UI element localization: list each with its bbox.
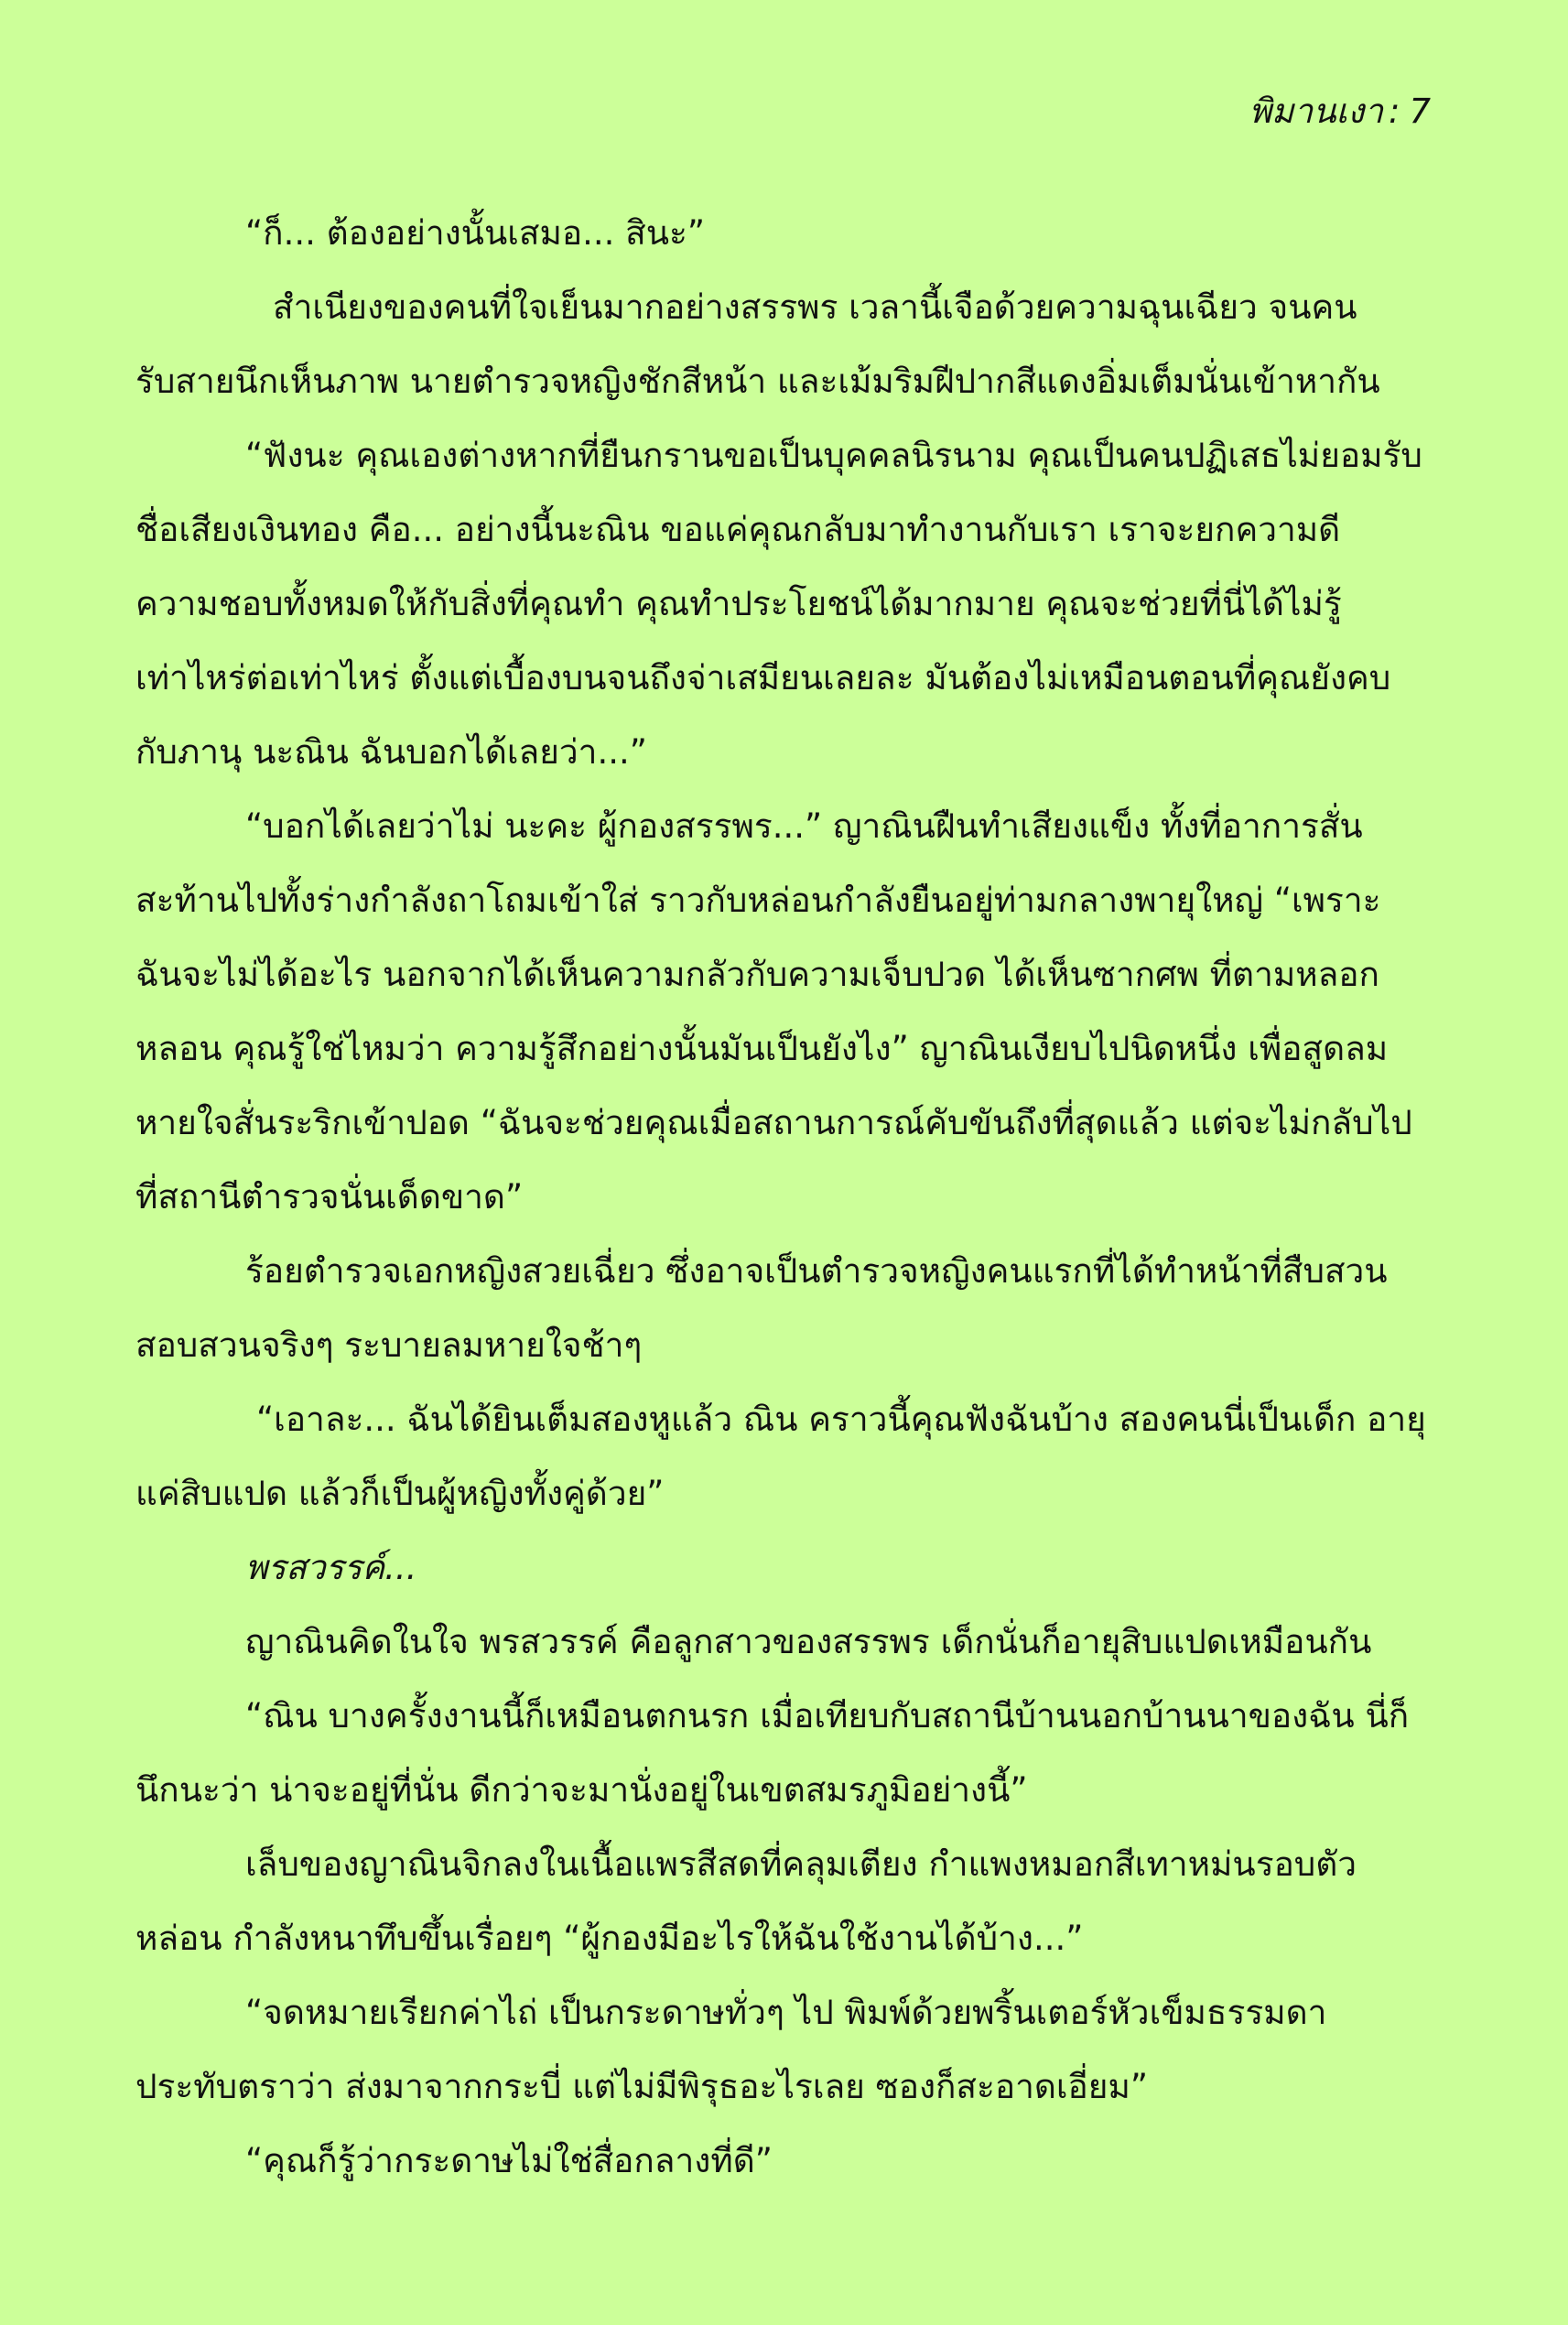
text-line: สอบสวนจริงๆ ระบายลมหายใจช้าๆ [135, 1325, 643, 1365]
text-line: “เอาละ... ฉันได้ยินเต็มสองหูแล้ว ณิน คราวนี้คุณฟังฉันบ้าง สองคนนี่เป็นเด็ก อายุ [256, 1400, 1426, 1439]
running-header [1249, 84, 1431, 139]
page-number: 7 [1409, 92, 1431, 131]
text-line: “จดหมายเรียกค่าไถ่ เป็นกระดาษทั่วๆ ไป พิมพ์ด้วยพริ้นเตอร์หัวเข็มธรรมดา [245, 1993, 1327, 2032]
text-line: ประทับตราว่า ส่งมาจากกระบี่ แต่ไม่มีพิรุธอะไรเลย ซองก็สะอาดเอี่ยม” [135, 2067, 1149, 2106]
text-line: ความชอบทั้งหมดให้กับสิ่งที่คุณทำ คุณทำประโยชน์ได้มากมาย คุณจะช่วยที่นี่ได้ไม่รู้ [135, 584, 1342, 623]
text-line: เล็บของญาณินจิกลงในเนื้อแพรสีสดที่คลุมเตียง กำแพงหมอกสีเทาหม่นรอบตัว [245, 1844, 1357, 1884]
text-line: ฉันจะไม่ได้อะไร นอกจากได้เห็นความกลัวกับความเจ็บปวด ได้เห็นซากศพ ที่ตามหลอก [135, 955, 1379, 994]
text-line: สะท้านไปทั้งร่างกำลังถาโถมเข้าใส่ ราวกับหล่อนกำลังยืนอยู่ท่ามกลางพายุใหญ่ “เพราะ [135, 881, 1381, 920]
text-line: ชื่อเสียงเงินทอง คือ... อย่างนี้นะณิน ขอแค่คุณกลับมาทำงานกับเรา เราจะยกความดี [135, 510, 1341, 549]
text-line: หายใจสั่นระริกเข้าปอด “ฉันจะช่วยคุณเมื่อสถานการณ์คับขันถึงที่สุดแล้ว แต่จะไม่กลับไป [135, 1103, 1412, 1142]
text-line: “คุณก็รู้ว่ากระดาษไม่ใช่สื่อกลางที่ดี” [245, 2141, 773, 2180]
text-line: เท่าไหร่ต่อเท่าไหร่ ตั้งแต่เบื้องบนจนถึงจ่าเสมียนเลยละ มันต้องไม่เหมือนตอนที่คุณยังคบ [135, 658, 1391, 698]
text-line: ที่สถานีตำรวจนั่นเด็ดขาด” [135, 1177, 524, 1217]
text-line: ญาณินคิดในใจ พรสวรรค์ คือลูกสาวของสรรพร เด็กนั่นก็อายุสิบแปดเหมือนกัน [245, 1622, 1372, 1661]
text-line: “ณิน บางครั้งงานนี้ก็เหมือนตกนรก เมื่อเทียบกับสถานีบ้านนอกบ้านนาของฉัน นี่ก็ [245, 1696, 1410, 1736]
text-line: ร้อยตำรวจเอกหญิงสวยเฉี่ยว ซึ่งอาจเป็นตำรวจหญิงคนแรกที่ได้ทำหน้าที่สืบสวน [245, 1251, 1388, 1291]
text-line: แค่สิบแปด แล้วก็เป็นผู้หญิงทั้งคู่ด้วย” [135, 1474, 665, 1513]
body-text [135, 196, 1444, 2198]
text-line: กับภานุ นะณิน ฉันบอกได้เลยว่า...” [135, 732, 647, 772]
text-line: “บอกได้เลยว่าไม่ นะคะ ผู้กองสรรพร...” ญาณินฝืนทำเสียงแข็ง ทั้งที่อาการสั่น [245, 806, 1363, 846]
header-separator: : [1388, 92, 1400, 131]
text-line: รับสายนึกเห็นภาพ นายตำรวจหญิงชักสีหน้า และเม้มริมฝีปากสีแดงอิ่มเต็มนั่นเข้าหากัน [135, 362, 1380, 401]
text-line: “ก็... ต้องอย่างนั้นเสมอ... สินะ” [245, 213, 706, 253]
text-line: หล่อน กำลังหนาทึบขึ้นเรื่อยๆ “ผู้กองมีอะไรให้ฉันใช้งานได้บ้าง...” [135, 1919, 1084, 1958]
text-line: หลอน คุณรู้ใช่ไหมว่า ความรู้สึกอย่างนั้นมันเป็นยังไง” ญาณินเงียบไปนิดหนึ่ง เพื่อสูดลม [135, 1029, 1389, 1068]
text-line: “ฟังนะ คุณเองต่างหากที่ยืนกรานขอเป็นบุคคลนิรนาม คุณเป็นคนปฏิเสธไม่ยอมรับ [245, 436, 1422, 475]
book-title: พิมานเงา [1249, 92, 1383, 131]
text-line: สำเนียงของคนที่ใจเย็นมากอย่างสรรพร เวลานี้เจือด้วยความฉุนเฉียว จนคน [273, 287, 1357, 327]
text-line: พรสวรรค์... [245, 1548, 417, 1587]
text-line: นึกนะว่า น่าจะอยู่ที่นั่น ดีกว่าจะมานั่งอยู่ในเขตสมรภูมิอย่างนี้” [135, 1770, 1028, 1810]
